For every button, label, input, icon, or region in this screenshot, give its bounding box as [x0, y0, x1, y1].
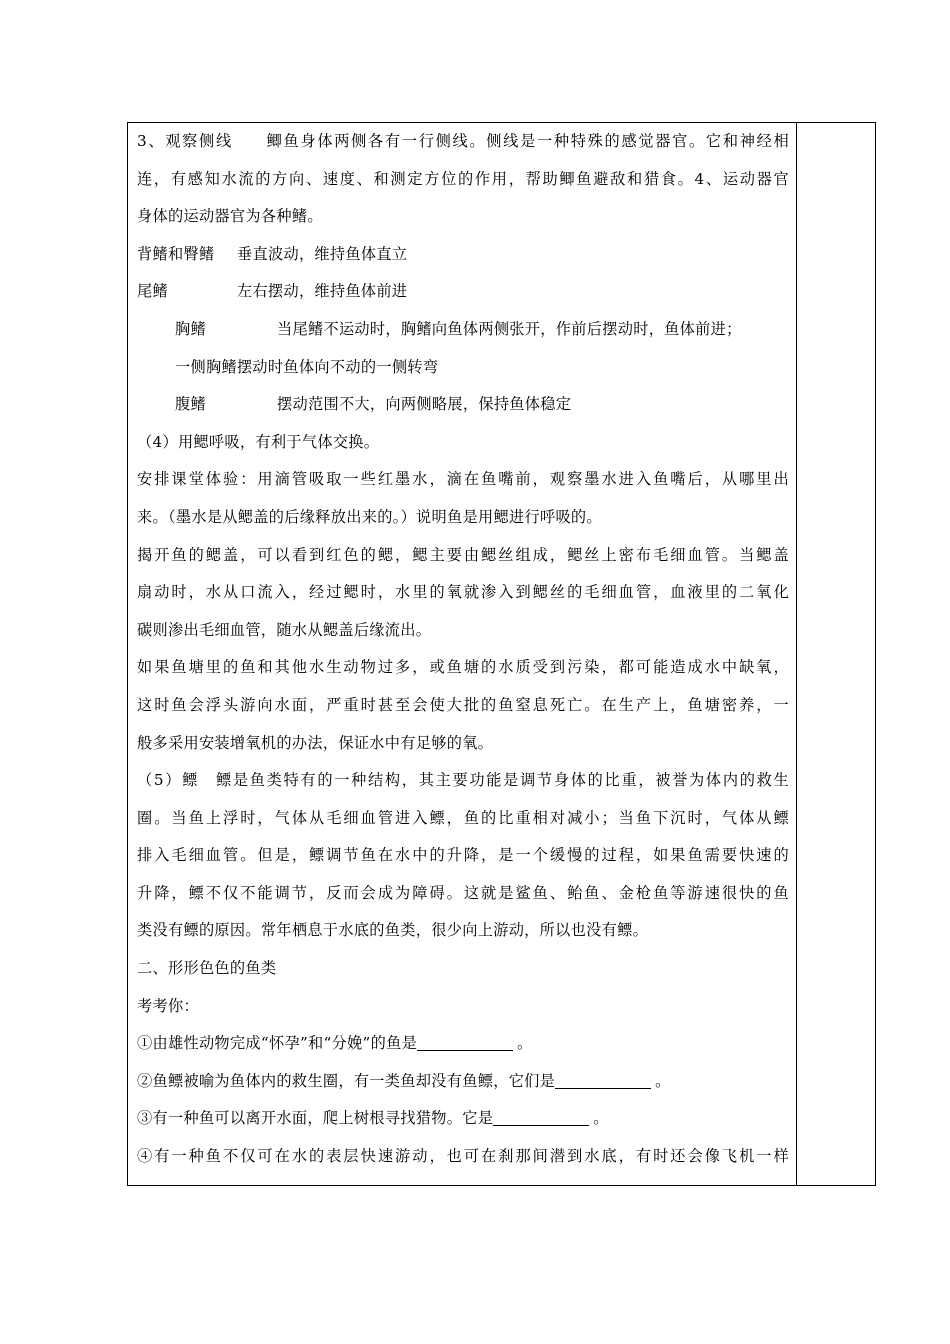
text-line: 这时鱼会浮头游向水面，严重时甚至会使大批的鱼窒息死亡。在生产上，鱼塘密养，一: [137, 695, 789, 714]
main-text: [137, 123, 789, 1176]
fin-row: [137, 386, 789, 424]
fin-desc: 当尾鳍不运动时，胸鳍向鱼体两侧张开，作前后摆动时，鱼体前进；: [277, 319, 742, 338]
answer-blank[interactable]: [417, 1035, 513, 1051]
fin-name: 背鳍和臀鳍: [137, 244, 215, 263]
fin-name: 腹鳍: [175, 395, 206, 414]
quiz-item: [137, 1063, 789, 1101]
text-line: 般多采用安装增氧机的办法，保证水中有足够的氧。: [137, 733, 494, 752]
answer-blank[interactable]: [555, 1073, 651, 1089]
text-line: 圈。当鱼上浮时，气体从毛细血管进入鳔，鱼的比重相对减小；当鱼下沉时，气体从鳔: [137, 808, 789, 827]
quiz-end: 。: [593, 1109, 609, 1128]
fin-name: 尾鳍: [137, 282, 168, 301]
text-line: 考考你：: [137, 996, 199, 1015]
content-table: [127, 122, 876, 1186]
text-line: 安排课堂体验：用滴管吸取一些红墨水，滴在鱼嘴前，观察墨水进入鱼嘴后，从哪里出: [137, 470, 789, 489]
fin-row: [137, 311, 789, 349]
quiz-text: ①由雄性动物完成“怀孕”和“分娩”的鱼是: [137, 1034, 418, 1053]
quiz-text: ②鱼鳔被喻为鱼体内的救生圈，有一类鱼却没有鱼鳔，它们是: [137, 1071, 556, 1090]
quiz-end: 。: [517, 1034, 533, 1053]
fin-desc: 摆动范围不大，向两侧略展，保持鱼体稳定: [277, 395, 572, 414]
text-line: （5）鳔 鳔是鱼类特有的一种结构，其主要功能是调节身体的比重，被誉为体内的救生: [137, 771, 789, 790]
text-line: 类没有鳔的原因。常年栖息于水底的鱼类，很少向上游动，所以也没有鳔。: [137, 921, 649, 940]
fin-row: [137, 273, 789, 311]
text-line: 来。（墨水是从鳃盖的后缘释放出来的。）说明鱼是用鳃进行呼吸的。: [137, 507, 602, 526]
text-line: 如果鱼塘里的鱼和其他水生动物过多，或鱼塘的水质受到污染，都可能造成水中缺氧，: [137, 658, 789, 677]
text-line: 碳则渗出毛细血管，随水从鳃盖后缘流出。: [137, 620, 432, 639]
fin-name: 胸鳍: [175, 319, 206, 338]
quiz-end: 。: [655, 1071, 671, 1090]
fin-desc: 垂直波动，维持鱼体直立: [237, 244, 408, 263]
fin-desc: 左右摆动，维持鱼体前进: [237, 282, 408, 301]
text-line: （4）用鳃呼吸，有利于气体交换。: [137, 432, 380, 451]
quiz-item: [137, 1100, 789, 1138]
text-line: 身体的运动器官为各种鳍。: [137, 207, 323, 226]
text-line: 扇动时，水从口流入，经过鳃时，水里的氧就渗入到鳃丝的毛细血管，血液里的二氧化: [137, 583, 789, 602]
column-divider: [796, 123, 797, 1185]
fin-row: [137, 236, 789, 274]
text-line: 连，有感知水流的方向、速度、和测定方位的作用，帮助鲫鱼避敌和猎食。4、运动器官: [137, 169, 789, 188]
text-line: 升降，鳔不仅不能调节，反而会成为障碍。这就是鲨鱼、鲐鱼、金枪鱼等游速很快的鱼: [137, 883, 789, 902]
answer-blank[interactable]: [493, 1110, 589, 1126]
text-line: ④有一种鱼不仅可在水的表层快速游动，也可在刹那间潜到水底，有时还会像飞机一样: [137, 1147, 789, 1166]
text-line: 揭开鱼的鳃盖，可以看到红色的鳃，鳃主要由鳃丝组成，鳃丝上密布毛细血管。当鳃盖: [137, 545, 789, 564]
quiz-text: ③有一种鱼可以离开水面，爬上树根寻找猎物。它是: [137, 1109, 494, 1128]
quiz-item: [137, 1025, 789, 1063]
fin-row-cont: 一侧胸鳍摆动时鱼体向不动的一侧转弯: [175, 357, 439, 376]
text-line: 3、观察侧线 鲫鱼身体两侧各有一行侧线。侧线是一种特殊的感觉器官。它和神经相: [137, 132, 789, 150]
text-line: 排入毛细血管。但是，鳔调节鱼在水中的升降，是一个缓慢的过程，如果鱼需要快速的: [137, 846, 789, 865]
section-heading: 二、形形色色的鱼类: [137, 959, 277, 978]
